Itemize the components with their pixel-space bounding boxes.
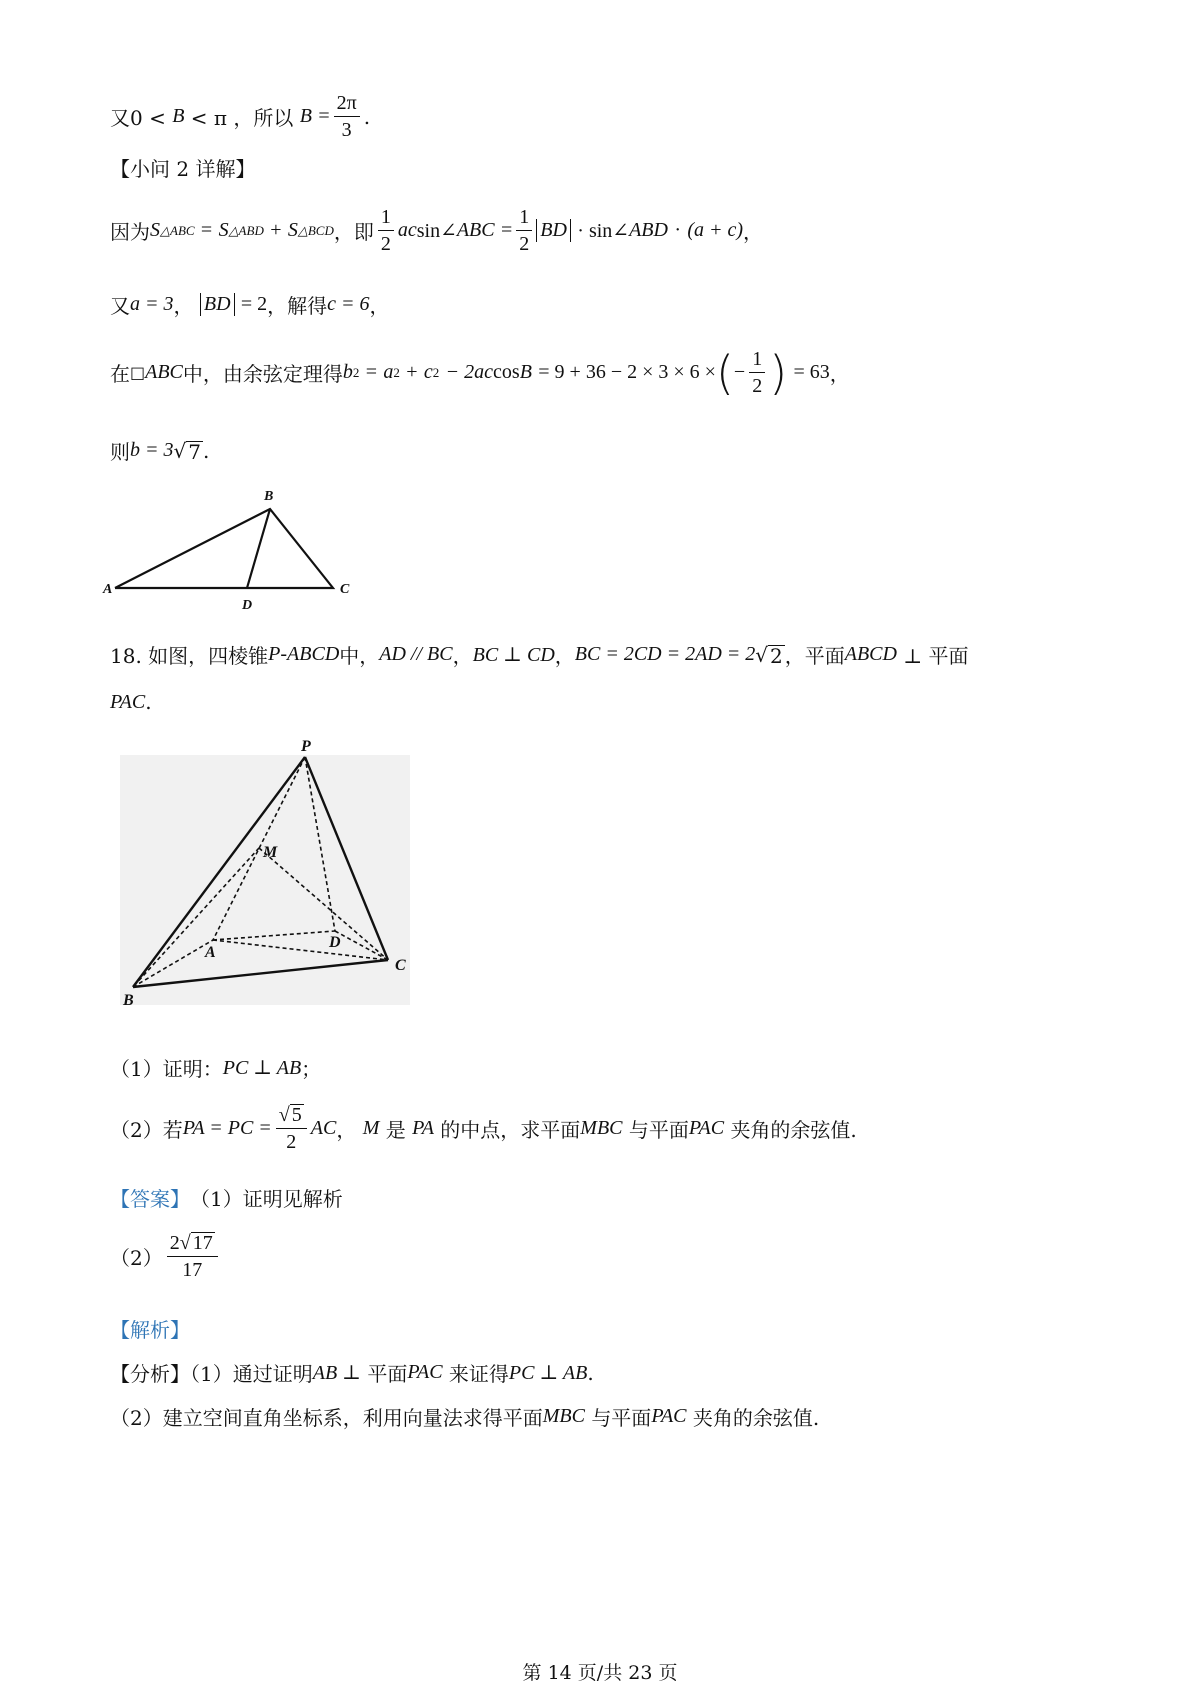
segment-bd	[247, 509, 270, 588]
text: ·	[674, 219, 681, 241]
text: .	[363, 104, 371, 129]
numerator: 1	[749, 348, 765, 373]
text: ⊥ 平面	[903, 644, 969, 668]
sqrt: √ 7	[173, 438, 201, 464]
var: S	[150, 219, 160, 241]
text: □	[130, 363, 146, 382]
var: ac	[397, 219, 417, 241]
var: AC	[310, 1117, 337, 1139]
expr: c = 6	[327, 293, 370, 315]
expr: AD // BC	[379, 643, 453, 665]
var: S	[218, 219, 229, 241]
label-c: C	[395, 957, 406, 974]
part-2	[110, 1104, 857, 1153]
label-a: A	[103, 582, 113, 597]
text: =	[318, 105, 330, 127]
var: B	[299, 105, 312, 127]
text: ；	[301, 1057, 322, 1081]
triangle-figure	[100, 485, 400, 615]
line-1	[110, 92, 370, 141]
line-3	[110, 206, 763, 255]
var: MBC	[542, 1405, 585, 1427]
text: ，	[173, 294, 194, 318]
expr: − 2ac	[445, 361, 494, 383]
var: S	[287, 219, 298, 241]
expr: PC ⊥ AB	[508, 1362, 588, 1384]
text: ，解得	[267, 294, 328, 318]
text: 又0 <	[110, 106, 166, 130]
subscript: △BCD	[297, 222, 334, 238]
fraction	[749, 348, 765, 397]
fraction	[334, 92, 360, 141]
text: 18. 如图，四棱锥	[110, 644, 269, 668]
expr: BC ⊥ CD	[472, 644, 555, 666]
text: = 2	[240, 293, 268, 315]
text: cos	[493, 361, 520, 383]
denominator: 2	[519, 233, 530, 255]
numerator: 2 √ 17	[167, 1232, 218, 1257]
analysis-tag-text: 【解析】	[110, 1318, 190, 1342]
text: ，	[369, 294, 390, 318]
text: · sin∠	[577, 220, 630, 242]
line-4	[110, 290, 390, 319]
text: 因为	[110, 220, 150, 244]
expr: a = 3	[130, 293, 174, 315]
var: PAC	[651, 1405, 687, 1427]
text: = 9 + 36 − 2 × 3 × 6 ×	[538, 361, 716, 383]
label-a: A	[205, 944, 216, 961]
var: ABCD	[844, 643, 897, 665]
text: sin∠	[416, 220, 457, 242]
label-b: B	[264, 489, 274, 504]
var: ABD	[629, 219, 668, 241]
text: .	[202, 438, 210, 463]
var: MBC	[580, 1117, 623, 1139]
text: （1）证明见解析	[190, 1187, 343, 1211]
text: ，	[829, 362, 850, 386]
text: 中，	[339, 644, 380, 668]
var: B	[519, 361, 532, 383]
sqrt: √ 2	[755, 642, 783, 668]
label-d: D	[242, 598, 253, 613]
text: ，	[743, 220, 764, 244]
var: b	[342, 361, 353, 383]
text: 的中点，求平面	[440, 1118, 581, 1142]
text: 夹角的余弦值.	[692, 1406, 820, 1430]
text: 来证得	[448, 1362, 509, 1386]
denominator: 3	[341, 119, 352, 141]
answer-1	[110, 1183, 343, 1212]
analysis-1	[110, 1358, 594, 1387]
denominator: 17	[182, 1259, 203, 1281]
numerator: √ 5	[276, 1104, 307, 1129]
text: .	[587, 1360, 594, 1385]
var: P-ABCD	[268, 643, 340, 665]
text: 【分析】（1）通过证明	[110, 1362, 313, 1386]
text: 平面	[367, 1362, 408, 1386]
numerator: 2π	[334, 92, 360, 117]
text: 则	[110, 440, 130, 464]
superscript: 2	[432, 364, 440, 380]
answer-tag: 【答案】	[110, 1187, 190, 1211]
label-c: C	[340, 582, 350, 597]
text: （2）若	[110, 1118, 183, 1142]
subscript: △ABD	[228, 222, 264, 238]
var: ABC	[145, 361, 183, 383]
label-b: B	[123, 992, 134, 1009]
text: =	[200, 219, 213, 241]
var: PAC	[110, 690, 146, 713]
abs-value: BD	[200, 293, 235, 316]
var: PAC	[688, 1117, 725, 1139]
text: 夹角的余弦值.	[730, 1118, 857, 1142]
text: ，平面	[784, 644, 845, 668]
part-1	[110, 1053, 321, 1082]
text: = 63	[793, 361, 830, 383]
text: （2）建立空间直角坐标系，利用向量法求得平面	[110, 1406, 543, 1430]
line-5: 在 □ ABC 中，由余弦定理得 b 2 = a 2 + c 2 − 2ac cos B = 9 + 36 − 2 × 3 × 6 × ( − $\frac{1}{2}$ ) = 63 ，	[110, 345, 850, 400]
radicand: 2	[770, 643, 783, 668]
text: .	[145, 690, 152, 714]
text: +	[270, 219, 282, 241]
heading-text: 【小问 2 详解】	[110, 157, 256, 181]
expr: AB ⊥	[312, 1362, 361, 1384]
var: M	[362, 1117, 380, 1139]
text: （2）	[110, 1246, 163, 1270]
text: ，	[452, 644, 473, 668]
text: =	[500, 219, 513, 241]
radicand: 17	[192, 1232, 213, 1254]
expr: (a + c)	[687, 219, 744, 241]
superscript: 2	[393, 364, 400, 380]
fraction	[167, 1232, 218, 1281]
denominator: 2	[380, 233, 391, 255]
question-18-cont	[110, 690, 152, 714]
expr: BC = 2CD = 2AD = 2	[574, 643, 756, 665]
label-p: P	[301, 738, 311, 755]
var: PAC	[407, 1361, 443, 1383]
analysis-2	[110, 1402, 819, 1431]
line-6	[110, 436, 209, 465]
abs-value: BD	[536, 219, 571, 242]
question-18	[110, 640, 969, 669]
fraction	[276, 1104, 307, 1153]
superscript: 2	[352, 364, 360, 380]
expr: PA = PC =	[182, 1117, 272, 1139]
text: ，	[554, 644, 575, 668]
text: ，即	[333, 220, 374, 244]
text: （1）证明：	[110, 1057, 223, 1081]
text: < π ，所以	[190, 106, 294, 130]
denominator: 2	[286, 1131, 297, 1153]
fraction	[516, 206, 532, 255]
scan-background	[120, 755, 410, 1005]
expr: PC ⊥ AB	[222, 1057, 302, 1079]
text: 又	[110, 294, 130, 318]
triangle-abc	[115, 509, 333, 588]
text: 在	[110, 362, 130, 386]
var: B	[172, 105, 185, 127]
label-d: D	[329, 934, 341, 951]
page-footer: 第 14 页/共 23 页	[522, 1662, 678, 1684]
section-heading	[110, 153, 255, 182]
expr: b = 3	[130, 439, 174, 461]
text: ，	[336, 1118, 357, 1142]
subscript: △ABC	[160, 222, 195, 238]
answer-2	[110, 1232, 222, 1281]
text: 是	[385, 1118, 406, 1142]
text: =	[365, 361, 378, 383]
radicand: 7	[188, 439, 201, 464]
radicand: 5	[291, 1104, 302, 1126]
numerator: 1	[516, 206, 532, 231]
text: 与平面	[628, 1118, 689, 1142]
var: PA	[412, 1117, 434, 1139]
label-m: M	[263, 844, 278, 861]
coef: 2	[169, 1232, 180, 1254]
numerator: 1	[378, 206, 394, 231]
text: 与平面	[591, 1406, 652, 1430]
denominator: 2	[752, 375, 763, 397]
fraction	[378, 206, 394, 255]
analysis-tag	[110, 1314, 190, 1343]
pyramid-figure	[115, 735, 435, 1025]
text: −	[733, 361, 746, 383]
var: ABC	[456, 219, 495, 241]
text: 中，由余弦定理得	[182, 362, 343, 386]
